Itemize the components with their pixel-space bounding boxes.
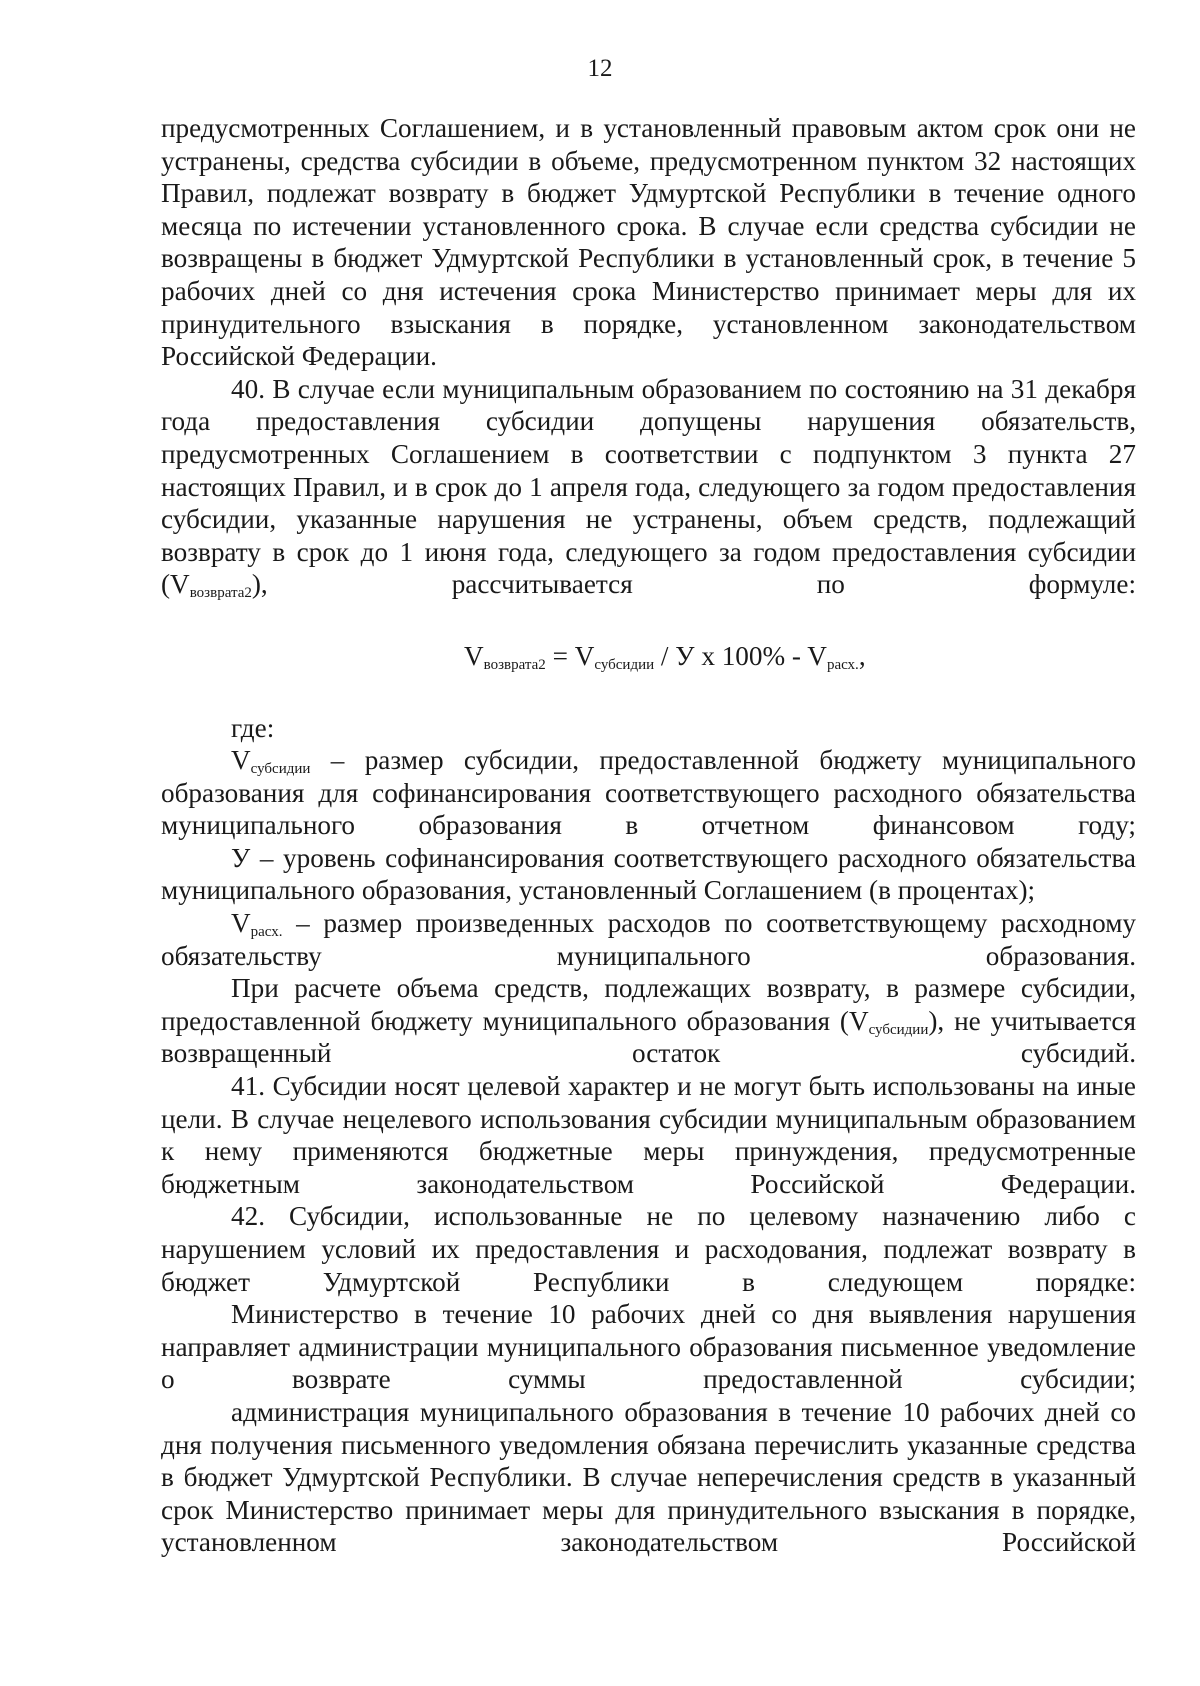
definition-v-expenses-text: – размер произведенных расходов по соответствующему расходному обязательству муниципального образования. (161, 908, 1136, 971)
paragraph-calculation (161, 972, 1136, 1070)
formula (161, 640, 1136, 673)
document-body (161, 112, 1136, 1559)
subscript-return2: возврата2 (189, 585, 252, 602)
paragraph-calculation-text: При расчете объема средств, подлежащих возврату, в размере субсидии, предоставленной бюджету муниципального образования (V (161, 973, 1136, 1036)
formula-sub-expenses: расх. (826, 656, 859, 673)
definition-v-subsidy (161, 744, 1136, 842)
paragraph-40 (161, 373, 1136, 601)
definition-v-subsidy-symbol: V (231, 745, 251, 776)
paragraph-calculation-sub: субсидии (868, 1021, 929, 1038)
definition-v-expenses-sub: расх. (250, 924, 283, 941)
paragraph-41: 41. Субсидии носят целевой характер и не могут быть использованы на иные цели. В случае нецелевого использования субсидии муниципальным образованием к нему применяются бюджетные меры принуждения, предусмотренные бюджетным законодательством Российской Федерации. (161, 1071, 1136, 1199)
formula-middle: / У x 100% - V (654, 640, 827, 671)
definition-v-expenses (161, 907, 1136, 972)
definition-u-level: У – уровень софинансирования соответствующего расходного обязательства муниципального образования, установленный Соглашением (в процентах); (161, 842, 1136, 906)
formula-end: , (858, 640, 866, 671)
paragraph-42: 42. Субсидии, использованные не по целевому назначению либо с нарушением условий их предоставления и расходования, подлежат возврату в бюджет Удмуртской Республики в следующем порядке: (161, 1201, 1136, 1297)
paragraph-ministry: Министерство в течение 10 рабочих дней со дня выявления нарушения направляет администрации муниципального образования письменное уведомление о возврате суммы предоставленной субсидии; (161, 1299, 1136, 1395)
page-number: 12 (587, 55, 613, 82)
where-label: где: (231, 712, 275, 743)
paragraph-calculation-tail: ), не учитывается возвращенный остаток субсидий. (161, 1005, 1136, 1069)
paragraph-40-text: 40. В случае если муниципальным образованием по состоянию на 31 декабря года предоставления субсидии допущены нарушения обязательств, предусмотренных Соглашением в соответствии с подпунктом 3 пункта 27 настоящих Правил, и в срок до 1 апреля года, следующего за годом предоставления субсидии, указанные нарушения не устранены, объем средств, подлежащий возврату в срок до 1 июня года, следующего за годом предоставления субсидии (V (161, 373, 1136, 600)
formula-v-return: V (464, 640, 484, 671)
paragraph-continued: предусмотренных Соглашением, и в установленный правовым актом срок они не устранены, средства субсидии в объеме, предусмотренном пунктом 32 настоящих Правил, подлежат возврату в бюджет Удмуртской Республики в течение одного месяца по истечении установленного срока. В случае если средства субсидии не возвращены в бюджет Удмуртской Республики в установленный срок, в течение 5 рабочих дней со дня истечения срока Министерство принимает меры для их принудительного взыскания в порядке, установленном законодательством Российской Федерации. (161, 113, 1136, 372)
definition-v-expenses-symbol: V (231, 908, 251, 939)
definition-v-subsidy-text: – размер субсидии, предоставленной бюджету муниципального образования для софинансирования соответствующего расходного обязательства муниципального образования в отчетном финансовом году; (161, 745, 1136, 841)
definition-v-subsidy-sub: субсидии (250, 761, 311, 778)
paragraph-administration: администрация муниципального образования в течение 10 рабочих дней со дня получения письменного уведомления обязана перечислить указанные средства в бюджет Удмуртской Республики. В случае неперечисления средств в указанный срок Министерство принимает меры для принудительного взыскания в порядке, установленном законодательством Российской (161, 1396, 1136, 1558)
formula-sub-subsidy: субсидии (594, 656, 655, 673)
paragraph-40-tail: ), рассчитывается по формуле: (251, 569, 1136, 600)
formula-equals-v: = V (545, 640, 595, 671)
formula-sub-return2: возврата2 (483, 656, 546, 673)
